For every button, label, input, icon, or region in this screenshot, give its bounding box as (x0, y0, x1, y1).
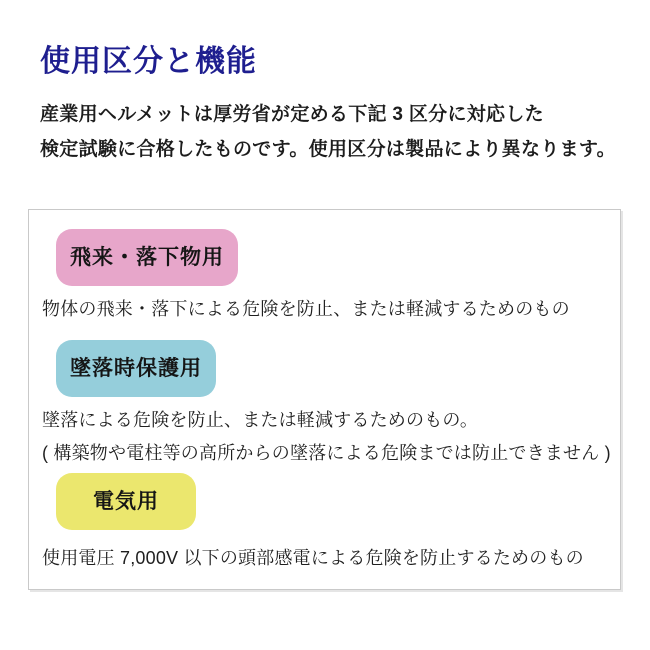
classification-panel (28, 209, 621, 590)
classification-section-falling-objects (42, 229, 604, 324)
description-fall-protection: 墜落による危険を防止、または軽減するためのもの。 (42, 410, 479, 430)
classification-section-electrical (42, 473, 604, 573)
badge-fall-protection: 墜落時保護用 (56, 340, 216, 397)
page-header (40, 44, 620, 167)
badge-electrical: 電気用 (56, 473, 196, 530)
description-electrical: 使用電圧 7,000V 以下の頭部感電による危険を防止するためのもの (42, 548, 584, 568)
page-title: 使用区分と機能 (40, 45, 257, 78)
description-falling-objects: 物体の飛来・落下による危険を防止、または軽減するためのもの (42, 299, 570, 319)
intro-text (40, 97, 620, 167)
badge-falling-objects: 飛来・落下物用 (56, 229, 238, 286)
description-fall-protection-note: ( 構築物や電柱等の高所からの墜落による危険までは防止できません ) (42, 443, 611, 463)
intro-line-1: 産業用ヘルメットは厚労省が定める下記 3 区分に対応した (40, 104, 544, 125)
intro-line-2: 検定試験に合格したものです。使用区分は製品により異なります。 (40, 139, 616, 160)
classification-section-fall-protection (42, 340, 611, 468)
